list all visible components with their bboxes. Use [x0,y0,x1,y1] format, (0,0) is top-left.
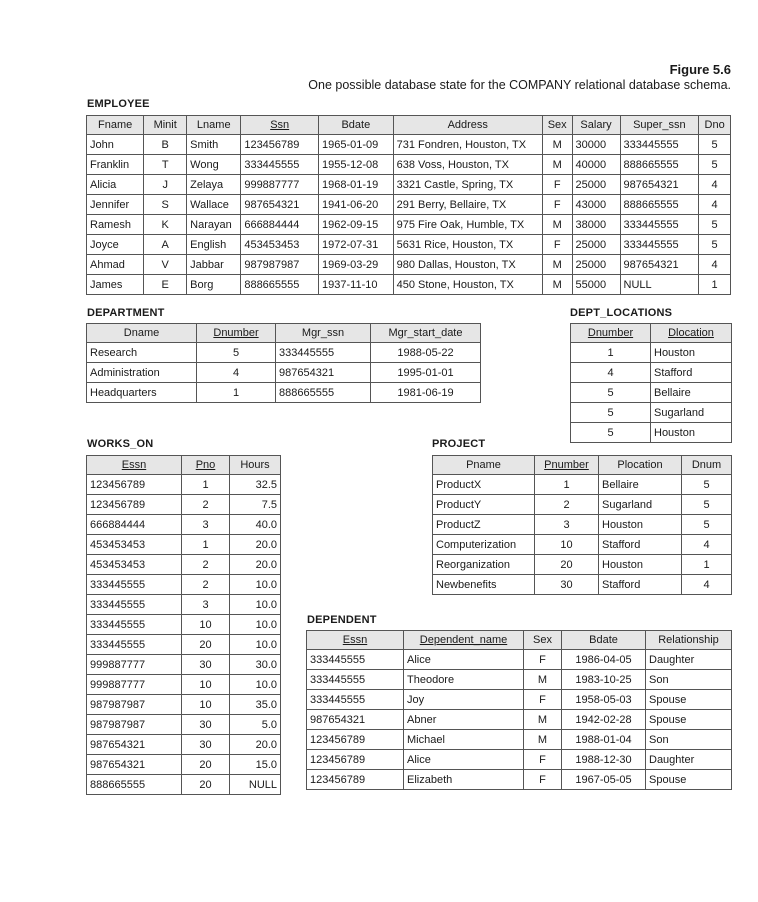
table-cell: 123456789 [307,770,404,790]
table-cell: 888665555 [620,195,699,215]
dependent-title: DEPENDENT [307,614,377,626]
employee-header-fname: Fname [87,116,144,135]
table-cell: 20.0 [230,535,281,555]
table-row [87,735,281,755]
table-cell: 5631 Rice, Houston, TX [393,235,542,255]
table-cell: Alice [404,750,524,770]
table-cell: 1986-04-05 [562,650,646,670]
table-row [87,675,281,695]
table-cell: 4 [197,363,276,383]
table-cell: M [524,710,562,730]
project-header-pname: Pname [433,456,535,475]
employee-title: EMPLOYEE [87,98,150,110]
table-cell: 7.5 [230,495,281,515]
table-cell: 40000 [572,155,620,175]
table-cell: 30 [182,655,230,675]
table-row [571,343,732,363]
table-cell: 333445555 [307,690,404,710]
table-cell: 30 [182,735,230,755]
table-cell: 333445555 [620,215,699,235]
table-cell: Administration [87,363,197,383]
table-cell: 987654321 [241,195,319,215]
table-cell: Bellaire [651,383,732,403]
table-cell: Ramesh [87,215,144,235]
table-cell: M [542,215,572,235]
table-row [87,383,481,403]
employee-header-bdate: Bdate [319,116,394,135]
table-cell: 987987987 [87,695,182,715]
table-row [87,175,731,195]
table-cell: Houston [651,423,732,443]
dependent-table [306,630,732,790]
table-cell: F [524,690,562,710]
table-cell: 1988-05-22 [371,343,481,363]
table-cell: Zelaya [187,175,241,195]
table-row [571,423,732,443]
table-row [571,403,732,423]
table-cell: 1942-02-28 [562,710,646,730]
figure-number: Figure 5.6 [669,62,731,77]
table-cell: 1958-05-03 [562,690,646,710]
table-cell: 1995-01-01 [371,363,481,383]
project-title: PROJECT [432,438,486,450]
table-row [433,575,732,595]
dependent-header-essn: Essn [307,631,404,650]
table-cell: 35.0 [230,695,281,715]
table-row [307,770,732,790]
table-cell: 20.0 [230,555,281,575]
table-cell: 3 [182,515,230,535]
works-on-header-pno: Pno [182,456,230,475]
table-row [87,755,281,775]
employee-header-dno: Dno [699,116,731,135]
table-cell: 123456789 [87,495,182,515]
table-cell: 4 [571,363,651,383]
table-cell: 10.0 [230,635,281,655]
table-cell: 333445555 [241,155,319,175]
table-cell: 40.0 [230,515,281,535]
table-cell: K [144,215,187,235]
table-cell: 888665555 [87,775,182,795]
table-cell: 987987987 [241,255,319,275]
table-cell: 20.0 [230,735,281,755]
table-cell: 999887777 [87,675,182,695]
department-table [86,323,481,403]
table-cell: Headquarters [87,383,197,403]
table-row [87,615,281,635]
table-cell: Stafford [599,575,682,595]
table-cell: Wallace [187,195,241,215]
table-cell: F [524,650,562,670]
table-cell: Alicia [87,175,144,195]
table-cell: Smith [187,135,241,155]
table-row [433,535,732,555]
table-cell: ProductX [433,475,535,495]
table-cell: S [144,195,187,215]
table-cell: 731 Fondren, Houston, TX [393,135,542,155]
table-cell: 4 [699,175,731,195]
table-cell: 987654321 [307,710,404,730]
table-cell: 3 [182,595,230,615]
table-cell: 450 Stone, Houston, TX [393,275,542,295]
table-cell: 5 [571,383,651,403]
table-cell: 999887777 [87,655,182,675]
table-cell: 1 [682,555,732,575]
table-cell: 5 [682,475,732,495]
table-cell: 55000 [572,275,620,295]
table-cell: 453453453 [241,235,319,255]
project-header-plocation: Plocation [599,456,682,475]
table-cell: John [87,135,144,155]
table-cell: 888665555 [241,275,319,295]
table-cell: Joy [404,690,524,710]
dependent-header-relationship: Relationship [646,631,732,650]
table-cell: 1955-12-08 [319,155,394,175]
table-cell: Houston [599,515,682,535]
table-cell: Elizabeth [404,770,524,790]
table-cell: Theodore [404,670,524,690]
table-cell: Bellaire [599,475,682,495]
table-cell: Daughter [646,650,732,670]
table-cell: J [144,175,187,195]
table-cell: 5 [571,423,651,443]
employee-header-address: Address [393,116,542,135]
dept-locations-header-dnumber: Dnumber [571,324,651,343]
dependent-header-sex: Sex [524,631,562,650]
table-cell: 25000 [572,255,620,275]
table-row [307,710,732,730]
table-cell: 20 [182,755,230,775]
table-row [87,155,731,175]
table-row [87,555,281,575]
table-cell: ProductZ [433,515,535,535]
table-cell: Research [87,343,197,363]
table-cell: 5 [197,343,276,363]
table-cell: 987987987 [87,715,182,735]
table-cell: Newbenefits [433,575,535,595]
table-cell: M [524,670,562,690]
table-cell: 1988-01-04 [562,730,646,750]
table-row [87,363,481,383]
table-cell: F [524,750,562,770]
works-on-table [86,455,281,795]
employee-header-lname: Lname [187,116,241,135]
table-cell: 20 [535,555,599,575]
table-cell: 5.0 [230,715,281,735]
table-cell: V [144,255,187,275]
table-cell: 15.0 [230,755,281,775]
table-cell: 2 [182,555,230,575]
table-cell: Stafford [599,535,682,555]
table-cell: Spouse [646,710,732,730]
table-cell: 30.0 [230,655,281,675]
table-cell: T [144,155,187,175]
table-row [87,695,281,715]
dept-locations-header-dlocation: Dlocation [651,324,732,343]
table-cell: 987654321 [620,255,699,275]
table-cell: Joyce [87,235,144,255]
department-header-dname: Dname [87,324,197,343]
table-row [87,715,281,735]
table-cell: 10 [182,695,230,715]
employee-header-super-ssn: Super_ssn [620,116,699,135]
table-cell: 1962-09-15 [319,215,394,235]
table-row [87,495,281,515]
table-cell: M [542,275,572,295]
table-cell: Stafford [651,363,732,383]
table-cell: 453453453 [87,555,182,575]
works-on-header-hours: Hours [230,456,281,475]
table-cell: M [524,730,562,750]
table-row [307,670,732,690]
table-row [87,595,281,615]
table-cell: 5 [699,135,731,155]
table-cell: 5 [682,515,732,535]
table-cell: Ahmad [87,255,144,275]
table-cell: 1941-06-20 [319,195,394,215]
table-cell: Son [646,730,732,750]
table-cell: 5 [699,215,731,235]
table-cell: Sugarland [599,495,682,515]
table-cell: 638 Voss, Houston, TX [393,155,542,175]
table-cell: 1 [182,535,230,555]
table-cell: 987654321 [87,755,182,775]
table-cell: 20 [182,635,230,655]
table-cell: Daughter [646,750,732,770]
table-cell: 1972-07-31 [319,235,394,255]
table-cell: 1967-05-05 [562,770,646,790]
table-cell: A [144,235,187,255]
table-cell: 10.0 [230,675,281,695]
table-cell: F [542,235,572,255]
table-cell: Sugarland [651,403,732,423]
table-row [87,255,731,275]
table-cell: Jabbar [187,255,241,275]
table-cell: 30 [182,715,230,735]
table-cell: 5 [571,403,651,423]
table-row [307,750,732,770]
table-cell: 3321 Castle, Spring, TX [393,175,542,195]
table-cell: 666884444 [87,515,182,535]
project-table [432,455,732,595]
table-cell: 2 [535,495,599,515]
table-cell: 333445555 [307,650,404,670]
table-row [87,575,281,595]
table-row [433,515,732,535]
table-cell: 291 Berry, Bellaire, TX [393,195,542,215]
table-row [87,775,281,795]
table-row [433,555,732,575]
table-cell: 4 [699,195,731,215]
table-cell: Son [646,670,732,690]
table-cell: 10.0 [230,575,281,595]
table-row [87,343,481,363]
table-cell: 888665555 [620,155,699,175]
table-cell: 5 [682,495,732,515]
table-cell: E [144,275,187,295]
table-cell: 888665555 [276,383,371,403]
table-cell: 10 [182,615,230,635]
table-cell: 10.0 [230,615,281,635]
table-cell: 333445555 [87,635,182,655]
table-row [307,730,732,750]
table-row [87,275,731,295]
table-row [433,475,732,495]
table-row [571,363,732,383]
table-cell: Houston [599,555,682,575]
table-cell: 1 [197,383,276,403]
table-row [571,383,732,403]
table-cell: 333445555 [87,615,182,635]
table-cell: 1981-06-19 [371,383,481,403]
department-header-mgr-start-date: Mgr_start_date [371,324,481,343]
dept-locations-table [570,323,732,443]
figure-caption: One possible database state for the COMPANY relational database schema. [308,78,731,92]
table-cell: 1988-12-30 [562,750,646,770]
table-cell: 25000 [572,175,620,195]
table-cell: Abner [404,710,524,730]
table-cell: 10.0 [230,595,281,615]
table-cell: F [542,195,572,215]
department-title: DEPARTMENT [87,307,165,319]
table-cell: 123456789 [241,135,319,155]
table-row [307,650,732,670]
table-cell: 2 [182,495,230,515]
table-cell: 1 [182,475,230,495]
table-row [87,475,281,495]
table-cell: 4 [682,535,732,555]
table-cell: 987654321 [276,363,371,383]
table-cell: Wong [187,155,241,175]
table-cell: 1965-01-09 [319,135,394,155]
table-cell: 4 [682,575,732,595]
table-cell: 1 [535,475,599,495]
table-cell: M [542,255,572,275]
table-row [307,690,732,710]
dependent-header-bdate: Bdate [562,631,646,650]
table-row [87,535,281,555]
works-on-title: WORKS_ON [87,438,154,450]
employee-table [86,115,731,295]
table-cell: 333445555 [620,235,699,255]
table-cell: Borg [187,275,241,295]
table-cell: 123456789 [307,750,404,770]
table-cell: ProductY [433,495,535,515]
table-cell: 43000 [572,195,620,215]
table-cell: 1 [699,275,731,295]
table-cell: 30000 [572,135,620,155]
employee-header-salary: Salary [572,116,620,135]
table-row [87,135,731,155]
table-cell: Franklin [87,155,144,175]
table-cell: 5 [699,235,731,255]
employee-header-sex: Sex [542,116,572,135]
table-row [87,655,281,675]
employee-header-minit: Minit [144,116,187,135]
dept-locations-title: DEPT_LOCATIONS [570,307,673,319]
table-cell: 2 [182,575,230,595]
table-cell: Alice [404,650,524,670]
table-row [87,515,281,535]
table-cell: M [542,135,572,155]
table-cell: 987654321 [620,175,699,195]
table-cell: 666884444 [241,215,319,235]
table-cell: 1 [571,343,651,363]
table-cell: 3 [535,515,599,535]
table-cell: 333445555 [307,670,404,690]
table-cell: 5 [699,155,731,175]
dependent-header-dependent-name: Dependent_name [404,631,524,650]
table-cell: 123456789 [87,475,182,495]
table-cell: Houston [651,343,732,363]
works-on-header-essn: Essn [87,456,182,475]
table-row [87,195,731,215]
employee-header-ssn: Ssn [241,116,319,135]
table-row [433,495,732,515]
table-row [87,635,281,655]
table-cell: 10 [535,535,599,555]
table-cell: 333445555 [87,595,182,615]
table-row [87,235,731,255]
table-cell: 980 Dallas, Houston, TX [393,255,542,275]
table-cell: Computerization [433,535,535,555]
table-cell: M [542,155,572,175]
table-cell: Spouse [646,690,732,710]
table-cell: 30 [535,575,599,595]
table-cell: 32.5 [230,475,281,495]
department-header-mgr-ssn: Mgr_ssn [276,324,371,343]
table-cell: 123456789 [307,730,404,750]
table-cell: 1983-10-25 [562,670,646,690]
table-cell: 987654321 [87,735,182,755]
project-header-dnum: Dnum [682,456,732,475]
table-cell: F [524,770,562,790]
table-cell: B [144,135,187,155]
table-cell: 10 [182,675,230,695]
table-cell: 38000 [572,215,620,235]
project-header-pnumber: Pnumber [535,456,599,475]
table-cell: Spouse [646,770,732,790]
table-cell: 333445555 [87,575,182,595]
table-cell: NULL [230,775,281,795]
table-cell: Michael [404,730,524,750]
table-cell: 1968-01-19 [319,175,394,195]
table-cell: 4 [699,255,731,275]
table-cell: 333445555 [276,343,371,363]
table-cell: 975 Fire Oak, Humble, TX [393,215,542,235]
table-cell: 333445555 [620,135,699,155]
table-cell: NULL [620,275,699,295]
table-cell: 453453453 [87,535,182,555]
table-cell: Jennifer [87,195,144,215]
table-cell: James [87,275,144,295]
table-cell: 999887777 [241,175,319,195]
table-cell: 20 [182,775,230,795]
department-header-dnumber: Dnumber [197,324,276,343]
table-row [87,215,731,235]
table-cell: 25000 [572,235,620,255]
table-cell: 1969-03-29 [319,255,394,275]
table-cell: English [187,235,241,255]
table-cell: Narayan [187,215,241,235]
table-cell: Reorganization [433,555,535,575]
table-cell: F [542,175,572,195]
table-cell: 1937-11-10 [319,275,394,295]
